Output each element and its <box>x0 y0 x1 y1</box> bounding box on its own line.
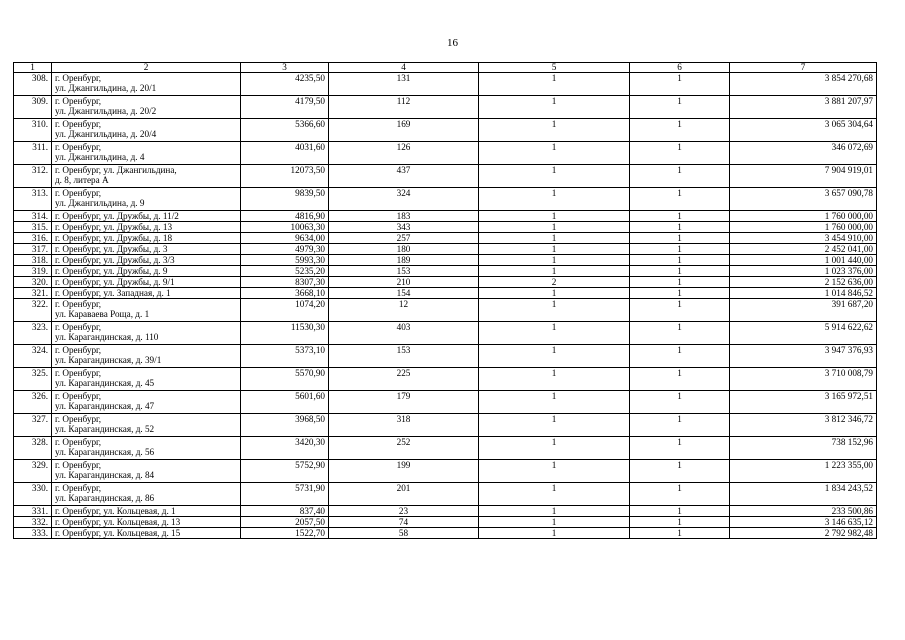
column-5-cell: 1 <box>479 437 630 460</box>
row-number-cell: 320. <box>14 277 52 288</box>
address-cell: г. Оренбург, ул. Дружбы, д. 11/2 <box>52 211 241 222</box>
table-row <box>14 266 877 277</box>
row-number-cell: 332. <box>14 517 52 528</box>
header-cell: 7 <box>730 63 877 73</box>
table-row <box>14 414 877 437</box>
table-row <box>14 483 877 506</box>
column-4-cell: 201 <box>329 483 479 506</box>
column-6-cell: 1 <box>630 277 730 288</box>
address-cell: г. Оренбург, ул. Караваева Роща, д. 1 <box>52 299 241 322</box>
amount-cell: 3 657 090,78 <box>730 188 877 211</box>
address-cell: г. Оренбург, ул. Карагандинская, д. 39/1 <box>52 345 241 368</box>
table-row <box>14 255 877 266</box>
area-cell: 3668,10 <box>241 288 329 299</box>
column-5-cell: 1 <box>479 460 630 483</box>
table-row <box>14 233 877 244</box>
amount-cell: 3 165 972,51 <box>730 391 877 414</box>
amount-cell: 1 014 846,52 <box>730 288 877 299</box>
address-cell: г. Оренбург, ул. Карагандинская, д. 84 <box>52 460 241 483</box>
column-5-cell: 1 <box>479 345 630 368</box>
row-number-cell: 321. <box>14 288 52 299</box>
address-cell: г. Оренбург, ул. Карагандинская, д. 86 <box>52 483 241 506</box>
row-number-cell: 333. <box>14 528 52 539</box>
column-6-cell: 1 <box>630 233 730 244</box>
area-cell: 5570,90 <box>241 368 329 391</box>
column-5-cell: 1 <box>479 119 630 142</box>
column-5-cell: 1 <box>479 96 630 119</box>
amount-cell: 1 223 355,00 <box>730 460 877 483</box>
row-number-cell: 317. <box>14 244 52 255</box>
address-cell: г. Оренбург, ул. Джангильдина, д. 9 <box>52 188 241 211</box>
column-4-cell: 437 <box>329 165 479 188</box>
amount-cell: 1 760 000,00 <box>730 211 877 222</box>
address-cell: г. Оренбург, ул. Дружбы, д. 9 <box>52 266 241 277</box>
column-6-cell: 1 <box>630 483 730 506</box>
table-row <box>14 244 877 255</box>
page-number: 16 <box>447 37 458 49</box>
address-cell: г. Оренбург, ул. Дружбы, д. 13 <box>52 222 241 233</box>
column-4-cell: 183 <box>329 211 479 222</box>
table-row <box>14 391 877 414</box>
row-number-cell: 314. <box>14 211 52 222</box>
column-5-cell: 2 <box>479 277 630 288</box>
row-number-cell: 331. <box>14 506 52 517</box>
table-row <box>14 277 877 288</box>
column-6-cell: 1 <box>630 73 730 96</box>
column-6-cell: 1 <box>630 288 730 299</box>
column-4-cell: 154 <box>329 288 479 299</box>
amount-cell: 3 065 304,64 <box>730 119 877 142</box>
area-cell: 2057,50 <box>241 517 329 528</box>
amount-cell: 3 146 635,12 <box>730 517 877 528</box>
column-4-cell: 343 <box>329 222 479 233</box>
header-cell: 6 <box>630 63 730 73</box>
amount-cell: 1 023 376,00 <box>730 266 877 277</box>
table-row <box>14 460 877 483</box>
address-cell: г. Оренбург, ул. Джангильдина, д. 20/4 <box>52 119 241 142</box>
table-row <box>14 345 877 368</box>
amount-cell: 2 792 982,48 <box>730 528 877 539</box>
area-cell: 4235,50 <box>241 73 329 96</box>
column-6-cell: 1 <box>630 345 730 368</box>
row-number-cell: 313. <box>14 188 52 211</box>
table-row <box>14 96 877 119</box>
area-cell: 5235,20 <box>241 266 329 277</box>
table-row <box>14 73 877 96</box>
area-cell: 837,40 <box>241 506 329 517</box>
row-number-cell: 308. <box>14 73 52 96</box>
column-6-cell: 1 <box>630 211 730 222</box>
row-number-cell: 324. <box>14 345 52 368</box>
area-cell: 4031,60 <box>241 142 329 165</box>
row-number-cell: 325. <box>14 368 52 391</box>
address-cell: г. Оренбург, ул. Джангильдина, д. 4 <box>52 142 241 165</box>
column-4-cell: 189 <box>329 255 479 266</box>
row-number-cell: 316. <box>14 233 52 244</box>
column-5-cell: 1 <box>479 528 630 539</box>
column-6-cell: 1 <box>630 96 730 119</box>
column-4-cell: 12 <box>329 299 479 322</box>
area-cell: 5601,60 <box>241 391 329 414</box>
column-5-cell: 1 <box>479 233 630 244</box>
column-6-cell: 1 <box>630 188 730 211</box>
amount-cell: 7 904 919,01 <box>730 165 877 188</box>
amount-cell: 2 152 636,00 <box>730 277 877 288</box>
table-row <box>14 528 877 539</box>
row-number-cell: 312. <box>14 165 52 188</box>
table-row <box>14 222 877 233</box>
column-6-cell: 1 <box>630 222 730 233</box>
column-5-cell: 1 <box>479 517 630 528</box>
area-cell: 9839,50 <box>241 188 329 211</box>
row-number-cell: 309. <box>14 96 52 119</box>
column-6-cell: 1 <box>630 142 730 165</box>
header-cell: 5 <box>479 63 630 73</box>
column-4-cell: 225 <box>329 368 479 391</box>
area-cell: 4816,90 <box>241 211 329 222</box>
address-cell: г. Оренбург, ул. Западная, д. 1 <box>52 288 241 299</box>
column-6-cell: 1 <box>630 255 730 266</box>
address-cell: г. Оренбург, ул. Дружбы, д. 3 <box>52 244 241 255</box>
column-6-cell: 1 <box>630 119 730 142</box>
amount-cell: 1 001 440,00 <box>730 255 877 266</box>
column-4-cell: 131 <box>329 73 479 96</box>
column-6-cell: 1 <box>630 517 730 528</box>
column-5-cell: 1 <box>479 165 630 188</box>
header-row <box>14 63 877 73</box>
column-5-cell: 1 <box>479 391 630 414</box>
address-cell: г. Оренбург, ул. Джангильдина, д. 20/1 <box>52 73 241 96</box>
table-row <box>14 188 877 211</box>
address-cell: г. Оренбург, ул. Карагандинская, д. 45 <box>52 368 241 391</box>
table-row <box>14 299 877 322</box>
column-5-cell: 1 <box>479 299 630 322</box>
area-cell: 5752,90 <box>241 460 329 483</box>
table-row <box>14 211 877 222</box>
address-cell: г. Оренбург, ул. Дружбы, д. 18 <box>52 233 241 244</box>
amount-cell: 233 500,86 <box>730 506 877 517</box>
column-5-cell: 1 <box>479 222 630 233</box>
header-cell: 1 <box>14 63 52 73</box>
row-number-cell: 318. <box>14 255 52 266</box>
amount-cell: 1 760 000,00 <box>730 222 877 233</box>
column-4-cell: 403 <box>329 322 479 345</box>
table-row <box>14 368 877 391</box>
data-table <box>13 62 877 539</box>
area-cell: 9634,00 <box>241 233 329 244</box>
column-4-cell: 324 <box>329 188 479 211</box>
column-4-cell: 112 <box>329 96 479 119</box>
column-5-cell: 1 <box>479 142 630 165</box>
amount-cell: 3 812 346,72 <box>730 414 877 437</box>
area-cell: 1074,20 <box>241 299 329 322</box>
area-cell: 10063,30 <box>241 222 329 233</box>
column-4-cell: 23 <box>329 506 479 517</box>
area-cell: 4179,50 <box>241 96 329 119</box>
column-4-cell: 179 <box>329 391 479 414</box>
table-row <box>14 142 877 165</box>
row-number-cell: 319. <box>14 266 52 277</box>
column-4-cell: 210 <box>329 277 479 288</box>
address-cell: г. Оренбург, ул. Дружбы, д. 9/1 <box>52 277 241 288</box>
area-cell: 4979,30 <box>241 244 329 255</box>
amount-cell: 738 152,96 <box>730 437 877 460</box>
column-6-cell: 1 <box>630 391 730 414</box>
row-number-cell: 322. <box>14 299 52 322</box>
row-number-cell: 327. <box>14 414 52 437</box>
header-cell: 4 <box>329 63 479 73</box>
column-5-cell: 1 <box>479 266 630 277</box>
address-cell: г. Оренбург, ул. Карагандинская, д. 52 <box>52 414 241 437</box>
header-cell: 2 <box>52 63 241 73</box>
table-row <box>14 506 877 517</box>
column-4-cell: 74 <box>329 517 479 528</box>
column-6-cell: 1 <box>630 414 730 437</box>
column-4-cell: 169 <box>329 119 479 142</box>
address-cell: г. Оренбург, ул. Карагандинская, д. 47 <box>52 391 241 414</box>
column-5-cell: 1 <box>479 244 630 255</box>
column-4-cell: 153 <box>329 345 479 368</box>
header-cell: 3 <box>241 63 329 73</box>
area-cell: 5373,10 <box>241 345 329 368</box>
column-4-cell: 180 <box>329 244 479 255</box>
amount-cell: 3 710 008,79 <box>730 368 877 391</box>
area-cell: 3968,50 <box>241 414 329 437</box>
column-4-cell: 58 <box>329 528 479 539</box>
column-4-cell: 153 <box>329 266 479 277</box>
column-4-cell: 199 <box>329 460 479 483</box>
table-row <box>14 288 877 299</box>
column-5-cell: 1 <box>479 368 630 391</box>
column-5-cell: 1 <box>479 288 630 299</box>
column-6-cell: 1 <box>630 506 730 517</box>
address-cell: г. Оренбург, ул. Джангильдина, д. 20/2 <box>52 96 241 119</box>
row-number-cell: 315. <box>14 222 52 233</box>
row-number-cell: 328. <box>14 437 52 460</box>
column-6-cell: 1 <box>630 460 730 483</box>
column-4-cell: 252 <box>329 437 479 460</box>
amount-cell: 2 452 041,00 <box>730 244 877 255</box>
amount-cell: 3 454 910,00 <box>730 233 877 244</box>
area-cell: 5731,90 <box>241 483 329 506</box>
amount-cell: 3 947 376,93 <box>730 345 877 368</box>
column-5-cell: 1 <box>479 255 630 266</box>
column-6-cell: 1 <box>630 528 730 539</box>
table-row <box>14 119 877 142</box>
area-cell: 5993,30 <box>241 255 329 266</box>
row-number-cell: 329. <box>14 460 52 483</box>
row-number-cell: 330. <box>14 483 52 506</box>
column-5-cell: 1 <box>479 211 630 222</box>
column-5-cell: 1 <box>479 188 630 211</box>
amount-cell: 391 687,20 <box>730 299 877 322</box>
table-row <box>14 322 877 345</box>
amount-cell: 1 834 243,52 <box>730 483 877 506</box>
column-5-cell: 1 <box>479 506 630 517</box>
column-6-cell: 1 <box>630 437 730 460</box>
column-5-cell: 1 <box>479 73 630 96</box>
row-number-cell: 310. <box>14 119 52 142</box>
table-row <box>14 437 877 460</box>
amount-cell: 346 072,69 <box>730 142 877 165</box>
amount-cell: 3 854 270,68 <box>730 73 877 96</box>
amount-cell: 3 881 207,97 <box>730 96 877 119</box>
column-6-cell: 1 <box>630 266 730 277</box>
column-6-cell: 1 <box>630 368 730 391</box>
row-number-cell: 326. <box>14 391 52 414</box>
column-4-cell: 257 <box>329 233 479 244</box>
address-cell: г. Оренбург, ул. Кольцевая, д. 15 <box>52 528 241 539</box>
column-4-cell: 126 <box>329 142 479 165</box>
column-5-cell: 1 <box>479 322 630 345</box>
row-number-cell: 311. <box>14 142 52 165</box>
column-6-cell: 1 <box>630 299 730 322</box>
address-cell: г. Оренбург, ул. Карагандинская, д. 56 <box>52 437 241 460</box>
table-row <box>14 165 877 188</box>
area-cell: 5366,60 <box>241 119 329 142</box>
amount-cell: 5 914 622,62 <box>730 322 877 345</box>
address-cell: г. Оренбург, ул. Дружбы, д. 3/3 <box>52 255 241 266</box>
area-cell: 3420,30 <box>241 437 329 460</box>
column-4-cell: 318 <box>329 414 479 437</box>
column-6-cell: 1 <box>630 165 730 188</box>
column-5-cell: 1 <box>479 483 630 506</box>
column-6-cell: 1 <box>630 322 730 345</box>
table-row <box>14 517 877 528</box>
area-cell: 11530,30 <box>241 322 329 345</box>
address-cell: г. Оренбург, ул. Кольцевая, д. 1 <box>52 506 241 517</box>
area-cell: 8307,30 <box>241 277 329 288</box>
address-cell: г. Оренбург, ул. Джангильдина, д. 8, литера А <box>52 165 241 188</box>
column-6-cell: 1 <box>630 244 730 255</box>
address-cell: г. Оренбург, ул. Кольцевая, д. 13 <box>52 517 241 528</box>
column-5-cell: 1 <box>479 414 630 437</box>
address-cell: г. Оренбург, ул. Карагандинская, д. 110 <box>52 322 241 345</box>
area-cell: 12073,50 <box>241 165 329 188</box>
row-number-cell: 323. <box>14 322 52 345</box>
area-cell: 1522,70 <box>241 528 329 539</box>
